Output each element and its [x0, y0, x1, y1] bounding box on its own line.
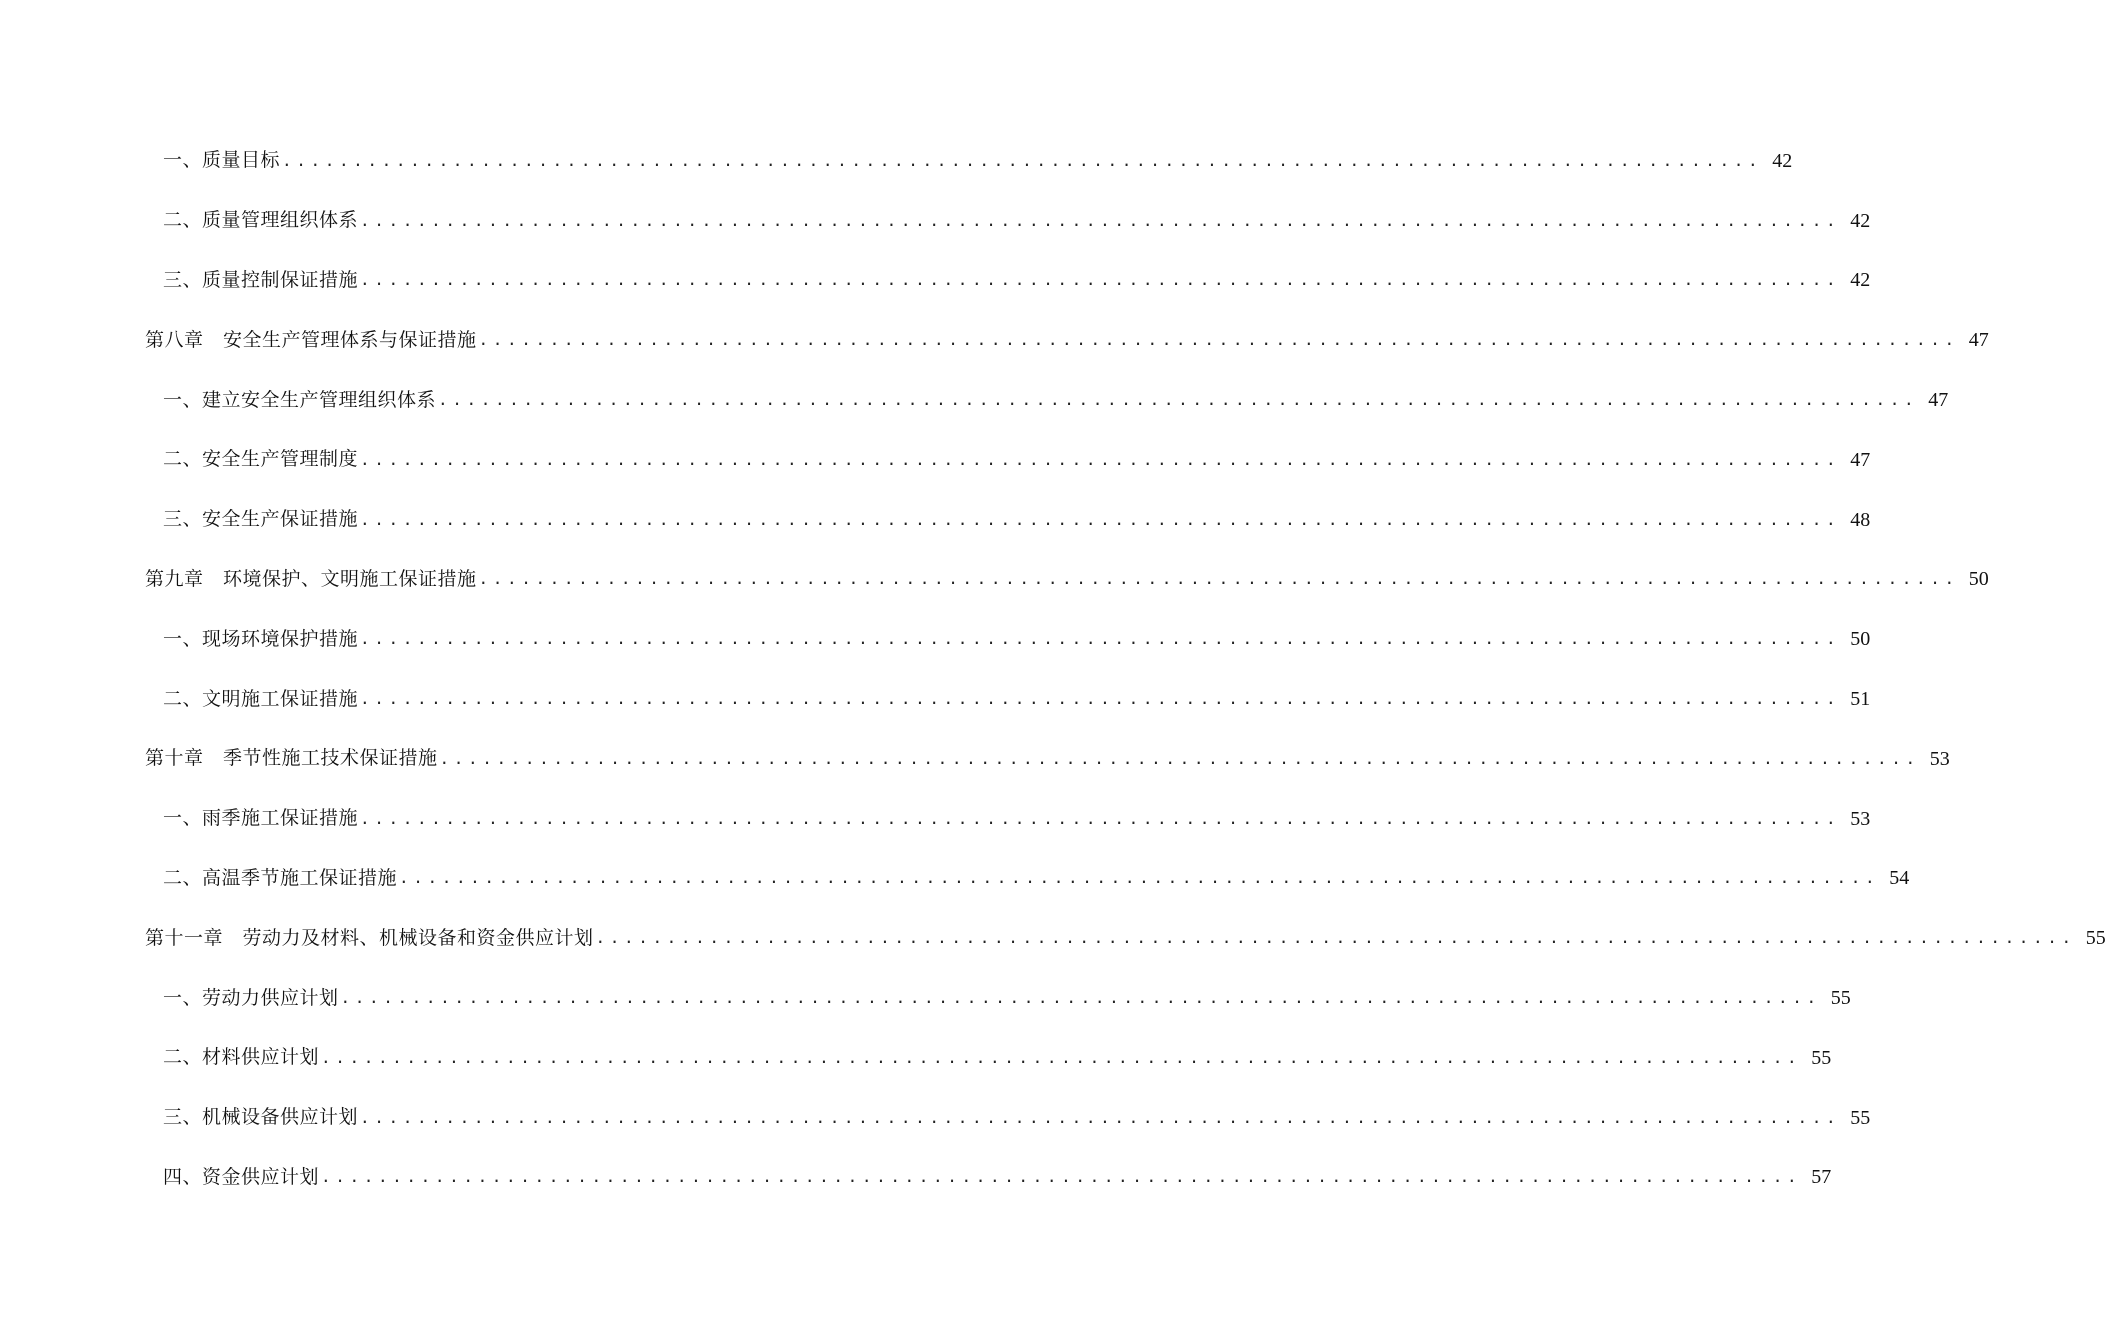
toc-entry[interactable] — [0, 609, 1871, 669]
dot-leader: ........................................................................................................ — [360, 449, 1841, 469]
toc-entry-page: 55 — [1811, 1046, 1832, 1069]
toc-entry[interactable] — [0, 370, 1949, 430]
dot-leader: ........................................................................................................ — [321, 1047, 1802, 1067]
toc-chapter-entry[interactable] — [0, 550, 1989, 610]
dot-leader: ........................................................................................................ — [360, 210, 1841, 230]
toc-entry-page: 42 — [1850, 209, 1871, 232]
toc-entry-title: 二、安全生产管理制度 — [163, 448, 359, 471]
toc-entry[interactable] — [0, 430, 1871, 490]
toc-entry-title: 二、文明施工保证措施 — [163, 687, 359, 710]
toc-entry[interactable] — [0, 669, 1871, 729]
toc-entry-title: 第八章 安全生产管理体系与保证措施 — [145, 328, 477, 351]
toc-entry-page: 47 — [1850, 448, 1871, 471]
toc-entry-title: 一、劳动力供应计划 — [163, 986, 339, 1009]
toc-entry-page: 55 — [2085, 927, 2106, 950]
toc-entry[interactable] — [0, 131, 1793, 191]
toc-entry-page: 50 — [1968, 568, 1989, 591]
toc-entry-title: 一、建立安全生产管理组织体系 — [163, 388, 437, 411]
toc-entry-title: 二、质量管理组织体系 — [163, 209, 359, 232]
dot-leader: ........................................................................................................ — [360, 270, 1841, 290]
toc-entry[interactable] — [0, 849, 1910, 909]
toc-entry-title: 一、现场环境保护措施 — [163, 627, 359, 650]
dot-leader: ........................................................................................................ — [360, 689, 1841, 709]
dot-leader: ........................................................................................................ — [478, 330, 1959, 350]
toc-entry-page: 55 — [1850, 1106, 1871, 1129]
toc-entry-page: 42 — [1850, 269, 1871, 292]
toc-entry-page: 53 — [1929, 747, 1950, 770]
toc-entry[interactable] — [0, 968, 1851, 1028]
toc-entry-page: 42 — [1772, 149, 1793, 172]
toc-entry-title: 第九章 环境保护、文明施工保证措施 — [145, 567, 477, 590]
toc-chapter-entry[interactable] — [0, 310, 1989, 370]
toc-entry-title: 第十一章 劳动力及材料、机械设备和资金供应计划 — [145, 926, 594, 949]
toc-entry-title: 第十章 季节性施工技术保证措施 — [145, 747, 438, 770]
dot-leader: ........................................................................................................ — [360, 1107, 1841, 1127]
toc-entry-title: 一、雨季施工保证措施 — [163, 807, 359, 830]
dot-leader: ........................................................................................................ — [321, 1167, 1802, 1187]
dot-leader: ........................................................................................................ — [399, 868, 1880, 888]
toc-entry[interactable] — [0, 191, 1871, 251]
dot-leader: ........................................................................................................ — [340, 988, 1821, 1008]
toc-entry-page: 48 — [1850, 508, 1871, 531]
toc-entry[interactable] — [0, 490, 1871, 550]
toc-entry-page: 50 — [1850, 628, 1871, 651]
dot-leader: ........................................................................................................ — [282, 150, 1763, 170]
toc-entry[interactable] — [0, 789, 1871, 849]
dot-leader: ........................................................................................................ — [595, 928, 2076, 948]
dot-leader: ........................................................................................................ — [360, 629, 1841, 649]
toc-entry-page: 51 — [1850, 688, 1871, 711]
dot-leader: ........................................................................................................ — [438, 390, 1919, 410]
toc-entry-page: 47 — [1968, 329, 1989, 352]
toc-entry-title: 三、质量控制保证措施 — [163, 268, 359, 291]
dot-leader: ........................................................................................................ — [439, 748, 1920, 768]
toc-entry[interactable] — [0, 1088, 1871, 1148]
toc-entry-title: 二、高温季节施工保证措施 — [163, 866, 398, 889]
dot-leader: ........................................................................................................ — [360, 509, 1841, 529]
toc-entry-title: 四、资金供应计划 — [163, 1165, 320, 1188]
toc-entry-page: 57 — [1811, 1166, 1832, 1189]
toc-entry-title: 三、机械设备供应计划 — [163, 1106, 359, 1129]
toc-chapter-entry[interactable] — [0, 908, 2106, 968]
table-of-contents — [0, 131, 2106, 1207]
toc-entry-page: 53 — [1850, 807, 1871, 830]
toc-entry-title: 二、材料供应计划 — [163, 1046, 320, 1069]
toc-entry-title: 一、质量目标 — [163, 149, 281, 172]
toc-entry-page: 47 — [1928, 389, 1949, 412]
toc-chapter-entry[interactable] — [0, 729, 1950, 789]
dot-leader: ........................................................................................................ — [360, 808, 1841, 828]
toc-entry-page: 55 — [1830, 987, 1851, 1010]
toc-entry-page: 54 — [1889, 867, 1910, 890]
toc-entry-title: 三、安全生产保证措施 — [163, 508, 359, 531]
toc-entry[interactable] — [0, 1028, 1832, 1088]
toc-entry[interactable] — [0, 1148, 1832, 1208]
dot-leader: ........................................................................................................ — [478, 569, 1959, 589]
toc-entry[interactable] — [0, 251, 1871, 311]
